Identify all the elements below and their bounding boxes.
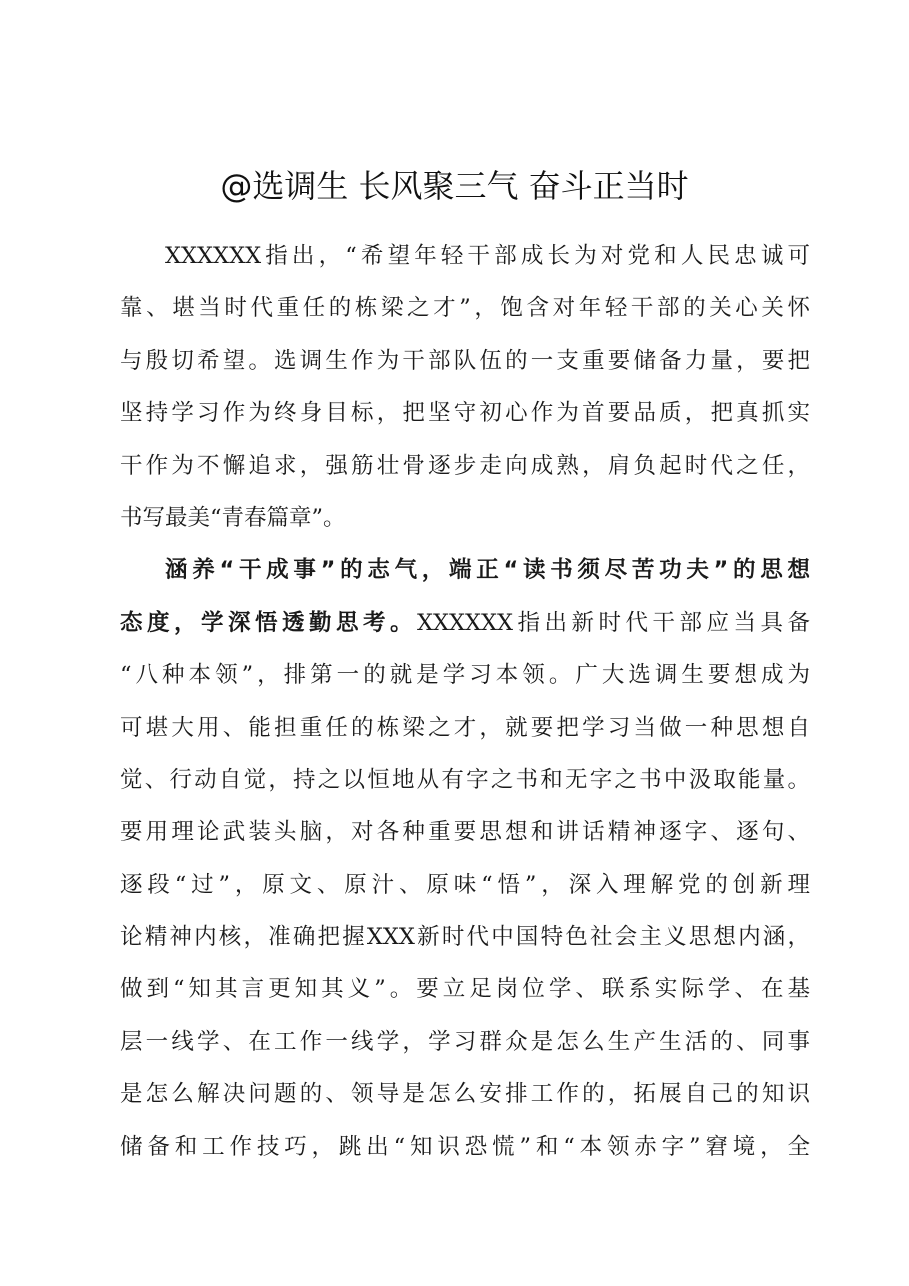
paragraph-line: 要用理论武装头脑，对各种重要思想和讲话精神逐字、逐句、 (120, 819, 810, 846)
paragraph-text: XXXXXX指出新时代干部应当具备 (416, 609, 810, 636)
paragraph-line: 坚持学习作为终身目标，把坚守初心作为首要品质，把真抓实 (120, 400, 810, 427)
paragraph-heading-line: 涵养“干成事”的志气，端正“读书须尽苦功夫”的思想 (165, 557, 810, 584)
paragraph-line: XXXXXX指出，“希望年轻干部成长为对党和人民忠诚可 (165, 243, 810, 269)
paragraph-line: 论精神内核，准确把握XXX新时代中国特色社会主义思想内涵， (120, 924, 810, 951)
paragraph-2 (120, 544, 810, 1173)
document-title: @选调生 长风聚三气 奋斗正当时 (220, 167, 689, 205)
paragraph-line: 做到“知其言更知其义”。要立足岗位学、联系实际学、在基 (120, 976, 810, 1003)
paragraph-line: 逐段“过”，原文、原汁、原味“悟”，深入理解党的创新理 (120, 871, 810, 898)
paragraph-line: “八种本领”，排第一的就是学习本领。广大选调生要想成为 (120, 662, 810, 689)
paragraph-line: 储备和工作技巧，跳出“知识恐慌”和“本领赤字”窘境，全 (120, 1133, 810, 1160)
paragraph-1 (120, 230, 810, 544)
paragraph-line: 靠、堪当时代重任的栋梁之才”，饱含对年轻干部的关心关怀 (120, 295, 810, 322)
paragraph-line: 书写最美“青春篇章”。 (120, 504, 346, 531)
paragraph-line: 是怎么解决问题的、领导是怎么安排工作的，拓展自己的知识 (120, 1081, 810, 1108)
document-body (120, 230, 810, 1173)
paragraph-line: 干作为不懈追求，强筋壮骨逐步走向成熟，肩负起时代之任， (120, 452, 810, 479)
paragraph-line: 层一线学、在工作一线学，学习群众是怎么生产生活的、同事 (120, 1028, 810, 1055)
paragraph-line: 可堪大用、能担重任的栋梁之才，就要把学习当做一种思想自 (120, 714, 810, 741)
paragraph-heading-bold: 态度，学深悟透勤思考。 (120, 609, 417, 636)
paragraph-line: 与殷切希望。选调生作为干部队伍的一支重要储备力量，要把 (120, 347, 810, 374)
paragraph-line: 觉、行动自觉，持之以恒地从有字之书和无字之书中汲取能量。 (120, 766, 810, 793)
paragraph-line-mixed (120, 597, 810, 649)
